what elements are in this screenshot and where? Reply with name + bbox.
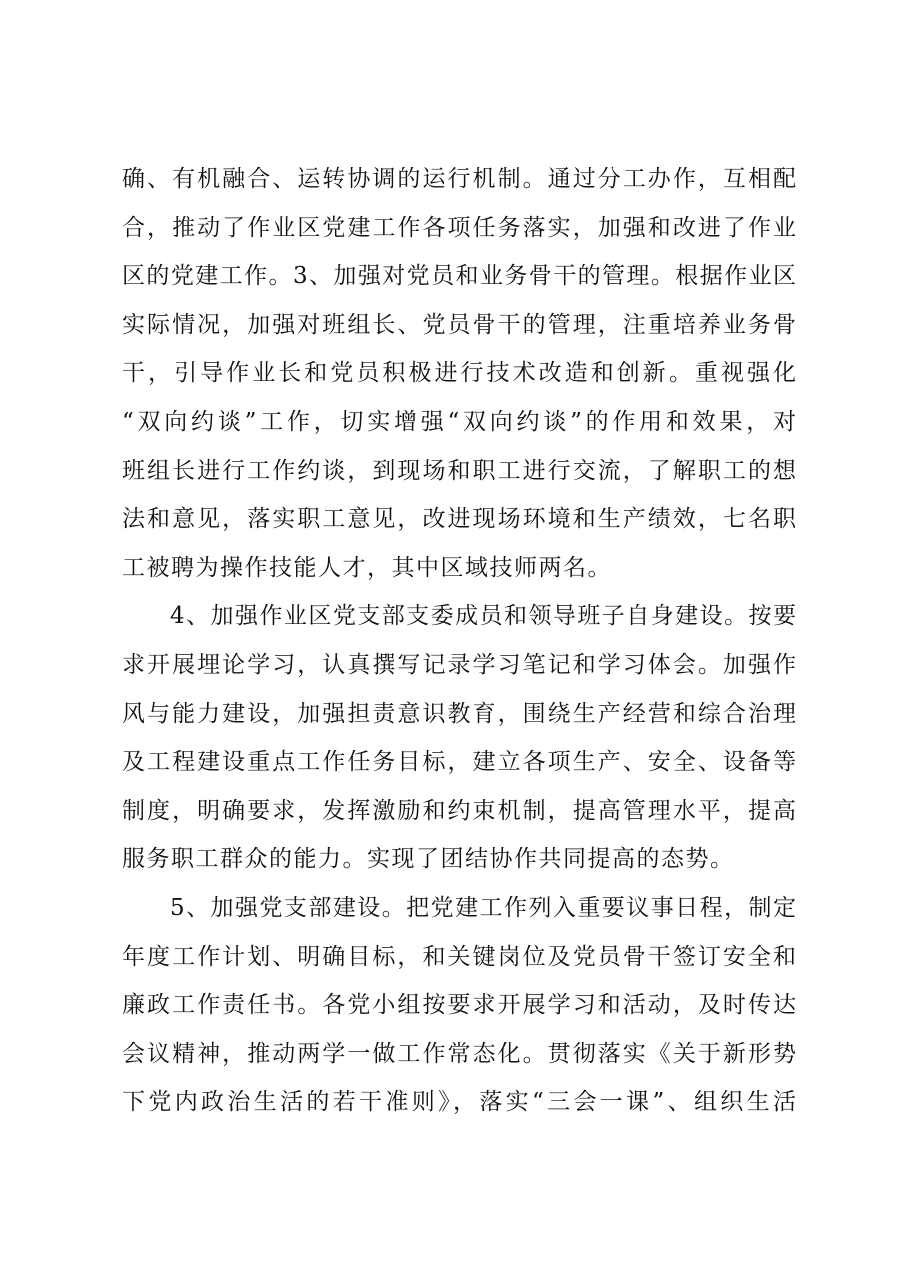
text-line: 确、有机融合、运转协调的运行机制。通过分工办作，互相配 [122,166,796,192]
text-line: 风与能力建设，加强担责意识教育，围绕生产经营和综合治理 [122,700,796,727]
text-line: 年度工作计划、明确目标，和关键岗位及党员骨干签订安全和 [122,943,796,970]
text-line: 区的党建工作。3、加强对党员和业务骨干的管理。根据作业区 [122,263,796,290]
text-line: 合，推动了作业区党建工作各项任务落实，加强和改进了作业 [122,214,796,241]
text-line: 干，引导作业长和党员积极进行技术改造和创新。重视强化 [122,360,796,387]
text-line: 会议精神，推动两学一做工作常态化。贯彻落实《关于新形势 [122,1040,796,1067]
text-line: 及工程建设重点工作任务目标，建立各项生产、安全、设备等 [122,749,796,776]
text-line: 班组长进行工作约谈，到现场和职工进行交流，了解职工的想 [122,457,796,484]
text-line: 实际情况，加强对班组长、党员骨干的管理，注重培养业务骨 [122,311,796,338]
paragraph-end-line: 服务职工群众的能力。实现了团结协作共同提高的态势。 [122,846,735,873]
paragraph-start-line: 4、加强作业区党支部支委成员和领导班子自身建设。按要 [170,603,796,630]
text-line: “双向约谈”工作，切实增强“双向约谈”的作用和效果，对 [122,408,796,435]
text-line: 制度，明确要求，发挥激励和约束机制，提高管理水平，提高 [122,797,796,824]
paragraph-end-line: 工被聘为操作技能人才，其中区域技师两名。 [122,554,612,581]
document-body [122,155,796,1127]
text-line: 廉政工作责任书。各党小组按要求开展学习和活动，及时传达 [122,992,796,1019]
text-line: 求开展埋论学习，认真撰写记录学习笔记和学习体会。加强作 [122,651,796,678]
text-line: 下党内政治生活的若干准则》，落实“三会一课”、组织生活 [122,1089,796,1116]
paragraph-start-line: 5、加强党支部建设。把党建工作列入重要议事日程，制定 [170,894,796,921]
text-line: 法和意见，落实职工意见，改进现场环境和生产绩效，七名职 [122,506,796,533]
